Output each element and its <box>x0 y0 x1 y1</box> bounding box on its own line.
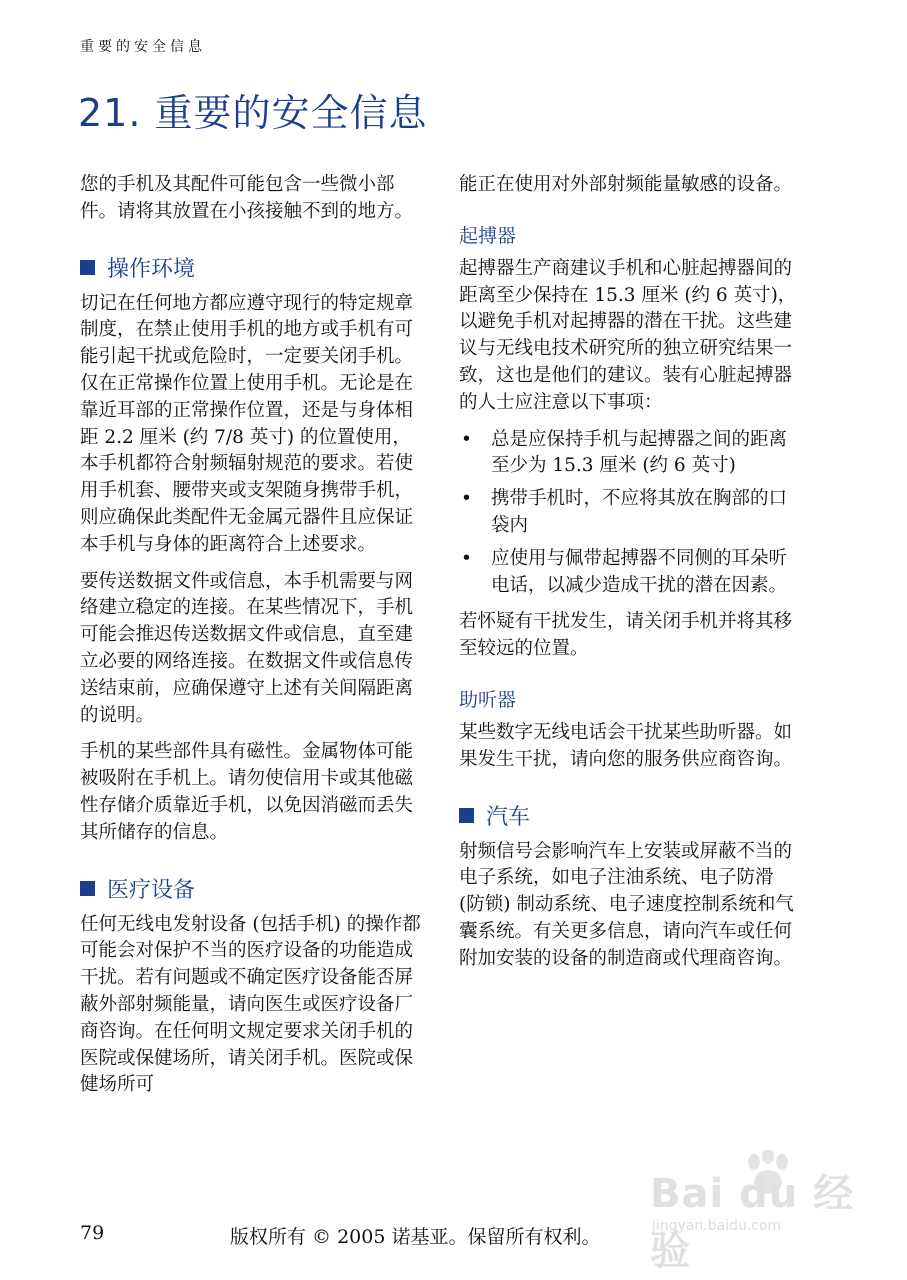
right-column <box>459 172 804 983</box>
paragraph: 切记在任何地方都应遵守现行的特定规章制度，在禁止使用手机的地方或手机有可能引起干扰或危险时，一定要关闭手机。仅在正常操作位置上使用手机。无论是在靠近耳部的正常操作位置，还是与身体相距 2.2 厘米 (约 7/8 英寸) 的位置使用，本手机都符合射频辐射规范的要求。若使用手机套、腰带夹或支架随身携带手机，则应确保此类配件无金属元器件且应保证本手机与身体的距离符合上述要求。 <box>80 292 414 555</box>
paragraph: 射频信号会影响汽车上安装或屏蔽不当的电子系统，如电子注油系统、电子防滑 (防锁) 制动系统、电子速度控制系统和气囊系统。有关更多信息，请向汽车或任何附加安装的设备的制造商或代理商咨询。 <box>459 840 794 969</box>
list-item: • 总是应保持手机与起搏器之间的距离至少为 15.3 厘米 (约 6 英寸) <box>461 428 788 477</box>
bullet-dot-icon: • <box>461 547 472 569</box>
section-heading-medical-devices <box>80 873 425 904</box>
section-heading-label: 汽车 <box>486 804 531 830</box>
list-item: • 应使用与佩带起搏器不同侧的耳朵听电话，以减少造成干扰的潜在因素。 <box>461 547 788 596</box>
paragraph: 手机的某些部件具有磁性。金属物体可能被吸附在手机上。请勿使信用卡或其他磁性存储介质靠近手机，以免因消磁而丢失其所储存的信息。 <box>80 741 414 843</box>
paragraph: 要传送数据文件或信息，本手机需要与网络建立稳定的连接。在某些情况下，手机可能会推迟传送数据文件或信息，直至建立必要的网络连接。在数据文件或信息传送结束前，应确保遵守上述有关间隔距离的说明。 <box>80 570 414 726</box>
section-heading-vehicle <box>459 800 804 831</box>
section-heading-label: 操作环境 <box>107 256 196 282</box>
left-column <box>80 172 425 1109</box>
intro-paragraph: 您的手机及其配件可能包含一些微小部件。请将其放置在小孩接触不到的地方。 <box>80 174 414 222</box>
copyright-notice: 版权所有 © 2005 诺基亚。保留所有权利。 <box>230 1226 601 1248</box>
section-heading-operating-environment <box>80 252 425 283</box>
square-bullet-icon <box>80 260 95 275</box>
bullet-dot-icon: • <box>461 488 472 510</box>
running-header: 重要的安全信息 <box>80 39 206 55</box>
chapter-title: 21. 重要的安全信息 <box>78 91 428 135</box>
subsection-heading-pacemaker: 起搏器 <box>459 224 517 247</box>
paragraph: 某些数字无线电话会干扰某些助听器。如果发生干扰，请向您的服务供应商咨询。 <box>459 721 793 770</box>
paragraph: 任何无线电发射设备 (包括手机) 的操作都可能会对保护不当的医疗设备的功能造成干扰。若有问题或不确定医疗设备能否屏蔽外部射频能量，请向医生或医疗设备厂商咨询。在任何明文规定要求关闭手机的医院或保健场所，请关闭手机。医院或保健场所可 <box>80 913 421 1096</box>
continuation-paragraph: 能正在使用对外部射频能量敏感的设备。 <box>459 174 793 195</box>
bullet-dot-icon: • <box>461 428 472 450</box>
watermark-logo-text: Bai du 经验 <box>650 1171 855 1274</box>
paragraph: 起搏器生产商建议手机和心脏起搏器间的距离至少保持在 15.3 厘米 (约 6 英寸)，以避免手机对起搏器的潜在干扰。这些建议与无线电技术研究所的独立研究结果一致，这也是他们的建议。装有心脏起搏器的人士应注意以下事项： <box>459 257 797 413</box>
subsection-heading-hearing-aid: 助听器 <box>459 688 517 711</box>
bullet-list <box>459 427 804 600</box>
square-bullet-icon <box>80 881 95 896</box>
watermark-url: jingyan.baidu.com <box>652 1218 782 1234</box>
square-bullet-icon <box>459 808 474 823</box>
list-item: • 携带手机时，不应将其放在胸部的口袋内 <box>461 488 788 536</box>
section-heading-label: 医疗设备 <box>107 877 196 903</box>
paragraph: 若怀疑有干扰发生，请关闭手机并将其移至较远的位置。 <box>459 611 793 660</box>
page-number: 79 <box>80 1222 105 1244</box>
baidu-jingyan-watermark <box>640 1150 870 1274</box>
